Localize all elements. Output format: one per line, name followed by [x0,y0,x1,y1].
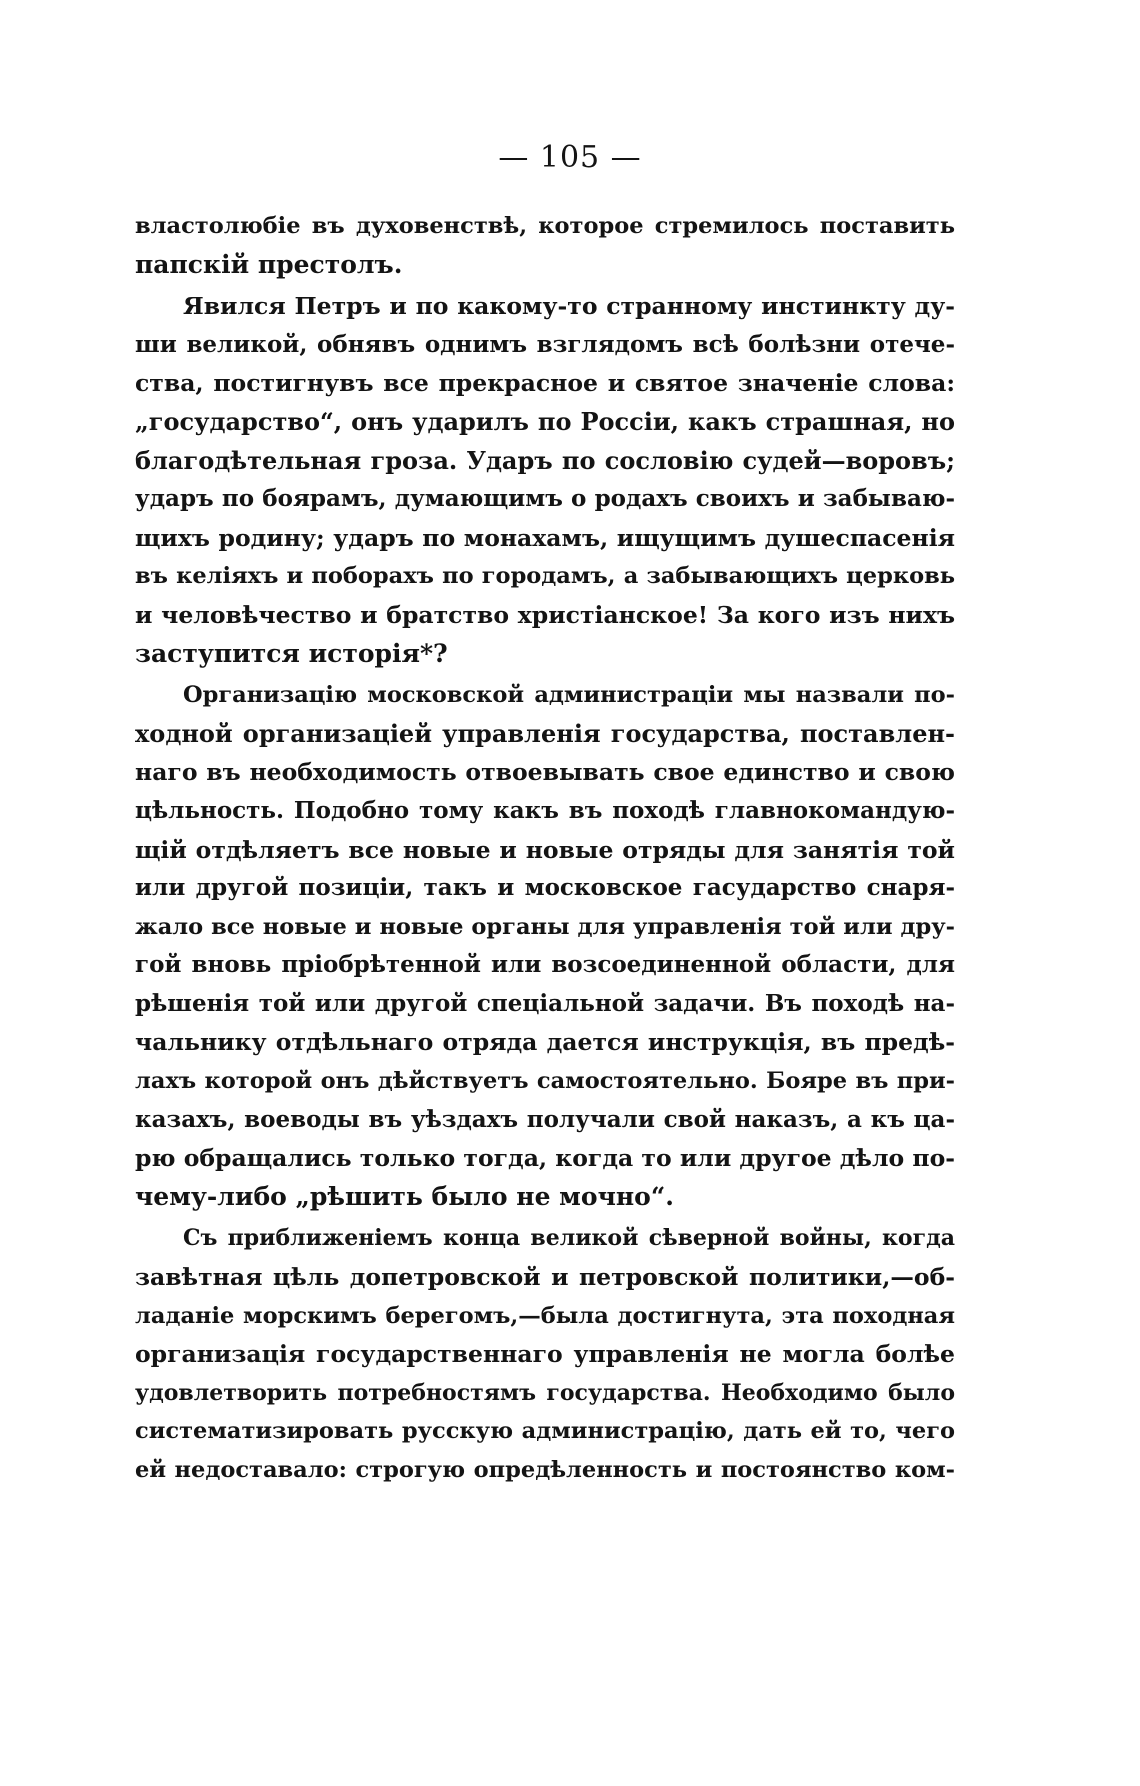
text-line: ства, постигнувъ все прекрасное и святое значеніе слова: [135,369,955,398]
text-line: рѣшенія той или другой спеціальной задачи. Въ походѣ на- [135,989,955,1017]
text-line: и человѣчество и братство христіанское! За кого изъ нихъ [135,600,955,629]
text-line: щій отдѣляетъ все новые и новые отряды для занятія той [135,835,955,864]
text-line: наго въ необходимость отвоевывать свое единство и свою [135,758,955,787]
paragraph-4 [135,1219,955,1489]
text-line: лахъ которой онъ дѣйствуетъ самостоятельно. Бояре въ при- [135,1068,955,1095]
text-line: казахъ, воеводы въ уѣздахъ получали свой наказъ, а къ ца- [135,1105,955,1133]
text-line: удовлетворить потребностямъ государства. Необходимо было [135,1379,955,1406]
text-line: „государство“, онъ ударилъ по Россіи, какъ страшная, но [135,406,955,436]
text-line: организація государственнаго управленія не могла болѣе [135,1340,955,1369]
text-line: папскій престолъ. [135,249,403,279]
text-line: или другой позиціи, такъ и московское гасударство снаря- [135,874,955,902]
text-line: чальнику отдѣльнаго отряда дается инструкція, въ предѣ- [135,1028,955,1057]
paragraph-2 [135,287,955,673]
text-line: Явился Петръ и по какому-то странному инстинкту ду- [183,292,955,321]
text-line: щихъ родину; ударъ по монахамъ, ищущимъ душеспасенія [135,523,955,552]
text-line: завѣтная цѣль допетровской и петровской политики,—об- [135,1263,955,1292]
text-line: ей недоставало: строгую опредѣленность и постоянство ком- [135,1457,955,1483]
text-line: чему-либо „рѣшить было не мочно“. [135,1181,674,1211]
text-line: ладаніе морскимъ берегомъ,—была достигнута, эта походная [135,1302,955,1329]
text-line: рю обращались только тогда, когда то или другое дѣло по- [135,1144,955,1173]
page-number: — 105 — [498,140,642,175]
text-line: заступится исторія*? [135,638,448,668]
text-line: гой вновь пріобрѣтенной или возсоединенной области, для [135,951,955,979]
paragraph-3 [135,676,955,1216]
text-line: цѣльность. Подобно тому какъ въ походѣ главнокомандую- [135,796,955,824]
text-line: благодѣтельная гроза. Ударъ по сословію судей—воровъ; [135,445,955,475]
body-text [135,207,955,1490]
text-line: ударъ по боярамъ, думающимъ о родахъ своихъ и забываю- [135,485,955,513]
text-line: систематизировать русскую администрацію, дать ей то, чего [135,1418,955,1445]
text-line: ши великой, обнявъ однимъ взглядомъ всѣ болѣзни отече- [135,330,955,358]
text-line: властолюбіе въ духовенствѣ, которое стремилось поставить [135,213,955,239]
paragraph-1 [135,207,955,284]
text-line: жало все новые и новые органы для управленія той или дру- [135,913,955,940]
text-line: Съ приближеніемъ конца великой сѣверной войны, когда [183,1225,955,1252]
text-line: ходной организаціей управленія государства, поставлен- [135,718,955,748]
text-line: Организацію московской администраціи мы назвали по- [183,682,955,709]
text-line: въ келіяхъ и поборахъ по городамъ, а забывающихъ церковь [135,563,955,590]
